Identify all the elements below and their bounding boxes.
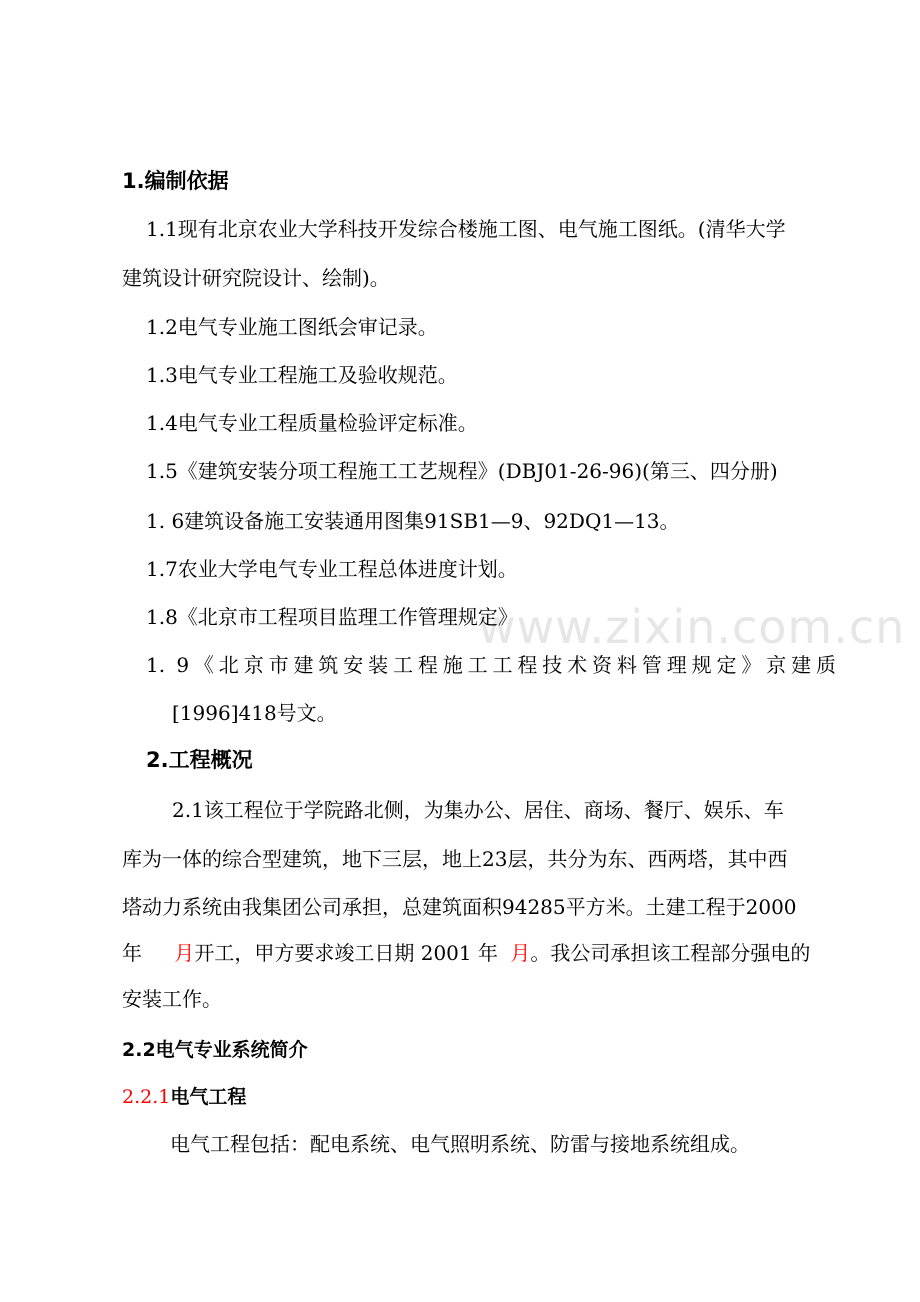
item-1-8: 1.8《北京市工程项目监理工作管理规定》 xyxy=(146,605,518,629)
electrical-description: 电气工程包括：配电系统、电气照明系统、防雷与接地系统组成。 xyxy=(170,1132,750,1156)
para-2-1-line-3: 塔动力系统由我集团公司承担，总建筑面积94285平方米。土建工程于2000 xyxy=(122,895,797,919)
month-blank-start: 月 xyxy=(174,941,195,965)
month-blank-completion: 月 xyxy=(510,941,531,965)
item-1-1-line-1: 1.1现有北京农业大学科技开发综合楼施工图、电气施工图纸。(清华大学 xyxy=(146,217,786,241)
item-1-9-line-2: [1996]418号文。 xyxy=(172,701,337,725)
item-1-3: 1.3电气专业工程施工及验收规范。 xyxy=(146,363,458,387)
para-2-1-line-5: 安装工作。 xyxy=(122,987,222,1011)
item-1-9-line-1: 1. 9《北京市建筑安装工程施工工程技术资料管理规定》京建质 xyxy=(146,653,836,677)
section-1-title: 1.编制依据 xyxy=(122,169,229,193)
item-1-5: 1.5《建筑安装分项工程施工工艺规程》(DBJ01-26-96)(第三、四分册) xyxy=(146,459,778,483)
item-1-2: 1.2电气专业施工图纸会审记录。 xyxy=(146,315,438,339)
item-1-4: 1.4电气专业工程质量检验评定标准。 xyxy=(146,411,478,435)
section-2-2-1-label: 电气工程 xyxy=(170,1086,247,1108)
item-1-6: 1. 6建筑设备施工安装通用图集91SB1—9、92DQ1—13。 xyxy=(146,509,680,533)
section-2-2-1-title xyxy=(122,1083,246,1111)
start-completion-text: 开工，甲方要求竣工日期 2001 年 xyxy=(194,941,498,965)
section-2-2-title: 2.2电气专业系统简介 xyxy=(122,1039,308,1061)
para-2-1-line-2: 库为一体的综合型建筑，地下三层，地上23层，共分为东、西两塔，其中西 xyxy=(122,847,788,871)
item-1-7: 1.7农业大学电气专业工程总体进度计划。 xyxy=(146,557,518,581)
para-2-1-line-1: 2.1该工程位于学院路北侧，为集办公、居住、商场、餐厅、娱乐、车 xyxy=(172,798,784,822)
watermark: www.zixin.com.cn xyxy=(478,600,906,654)
item-1-1-line-2: 建筑设计研究院设计、绘制)。 xyxy=(122,266,390,290)
year-text: 年 xyxy=(122,941,142,965)
contract-scope-text: 。我公司承担该工程部分强电的 xyxy=(530,941,811,965)
section-2-2-1-number: 2.2.1 xyxy=(122,1086,171,1108)
para-2-1-line-4 xyxy=(122,939,810,967)
section-2-title: 2.工程概况 xyxy=(146,748,253,772)
